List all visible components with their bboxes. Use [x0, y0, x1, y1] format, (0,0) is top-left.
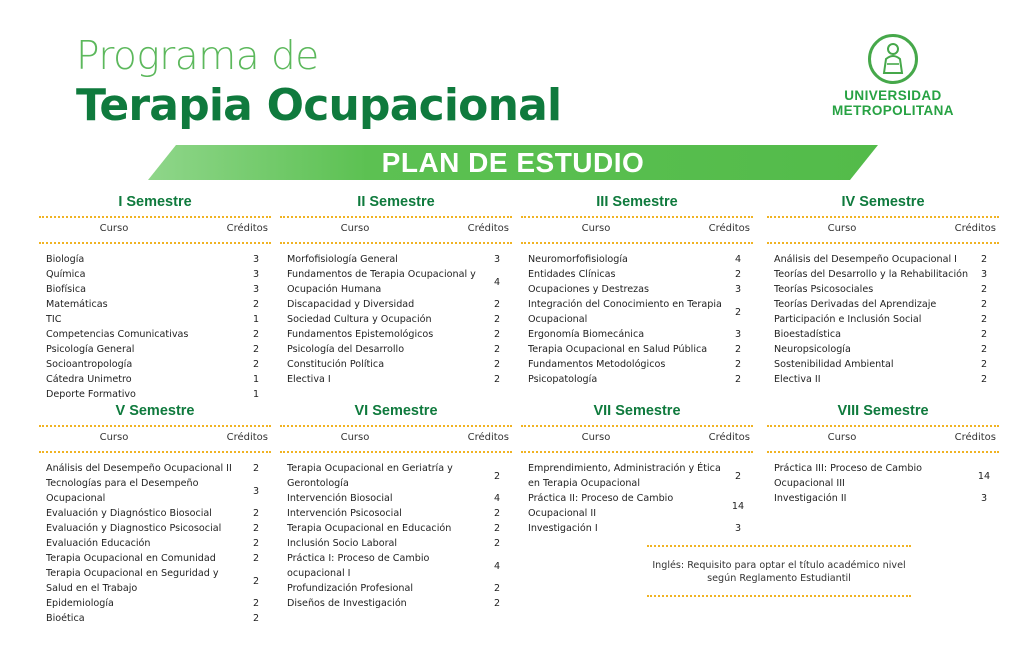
course-credits: 14 [977, 470, 991, 482]
course-credits: 2 [980, 344, 988, 355]
course-name: Electiva II [774, 374, 821, 385]
semester-title: V Semestre [115, 403, 195, 419]
course-credits: 3 [252, 485, 260, 497]
column-course: Curso [827, 223, 857, 234]
column-course: Curso [340, 432, 370, 443]
semester-3-table [521, 194, 753, 387]
table-row [280, 342, 512, 357]
table-header [280, 427, 512, 446]
course-name: Análisis del Desempeño Ocupacional I [774, 254, 957, 265]
column-course: Curso [827, 432, 857, 443]
course-name: Tecnologías para el Desempeño Ocupacional [46, 478, 199, 504]
course-name: Teorías Derivadas del Aprendizaje [774, 299, 937, 310]
course-credits: 2 [493, 329, 501, 340]
logo-line1: UNIVERSIDAD [844, 88, 942, 103]
course-name: Neuromorfofisiología [528, 254, 628, 265]
column-course: Curso [340, 223, 370, 234]
table-header [767, 218, 999, 237]
course-name: Neuropsicología [774, 344, 851, 355]
course-list [521, 453, 753, 536]
semester-title: VI Semestre [354, 403, 438, 419]
course-credits: 4 [493, 276, 501, 288]
course-name: Terapia Ocupacional en Comunidad [46, 553, 216, 564]
course-name: Evaluación y Diagnóstico Biosocial [46, 508, 212, 519]
table-header [521, 427, 753, 446]
table-row [521, 491, 753, 521]
course-credits: 2 [252, 523, 260, 534]
banner-title: PLAN DE ESTUDIO [381, 147, 645, 178]
table-row [39, 252, 271, 267]
table-row [39, 596, 271, 611]
semester-2-table [280, 194, 512, 387]
course-credits: 3 [980, 269, 988, 280]
note-line2: según Reglamento Estudiantil [707, 573, 851, 584]
course-name: Práctica III: Proceso de Cambio Ocupacional III [774, 463, 923, 489]
course-credits: 2 [252, 299, 260, 310]
course-name: Integración del Conocimiento en Terapia Ocupacional [528, 299, 722, 325]
column-course: Curso [99, 223, 129, 234]
course-name: Cátedra Unimetro [46, 374, 132, 385]
logo-line2: METROPOLITANA [832, 103, 954, 118]
course-credits: 2 [252, 613, 260, 624]
course-credits: 2 [734, 306, 742, 318]
semester-4-table [767, 194, 999, 387]
course-name: Inclusión Socio Laboral [287, 538, 398, 549]
course-name: Ocupaciones y Destrezas [528, 284, 650, 295]
course-credits: 1 [252, 389, 260, 400]
table-row [39, 282, 271, 297]
course-credits: 3 [252, 254, 260, 265]
course-credits: 2 [252, 575, 260, 587]
table-row [521, 342, 753, 357]
course-credits: 3 [980, 493, 988, 504]
table-row [521, 521, 753, 536]
table-row [39, 372, 271, 387]
course-credits: 2 [493, 583, 501, 594]
course-credits: 2 [493, 299, 501, 310]
course-credits: 2 [252, 598, 260, 609]
column-course: Curso [581, 432, 611, 443]
course-credits: 2 [252, 329, 260, 340]
column-credits: Créditos [708, 432, 750, 443]
table-row [767, 267, 999, 282]
table-row [280, 596, 512, 611]
column-credits: Créditos [226, 223, 268, 234]
course-name: Constitución Política [287, 359, 385, 370]
table-row [521, 297, 753, 327]
table-row [280, 551, 512, 581]
course-name: Terapia Ocupacional en Geriatría y Gerontología [287, 463, 453, 489]
course-credits: 2 [493, 470, 501, 482]
course-name: Deporte Formativo [46, 389, 136, 400]
course-credits: 2 [252, 344, 260, 355]
course-list [767, 453, 999, 506]
course-name: Terapia Ocupacional en Educación [287, 523, 452, 534]
course-credits: 2 [252, 463, 260, 474]
table-row [280, 357, 512, 372]
course-name: Participación e Inclusión Social [774, 314, 922, 325]
table-row [39, 536, 271, 551]
table-row [280, 461, 512, 491]
course-credits: 14 [731, 500, 745, 512]
course-credits: 2 [980, 284, 988, 295]
table-row [280, 506, 512, 521]
table-row [521, 327, 753, 342]
table-row [39, 551, 271, 566]
course-credits: 2 [493, 359, 501, 370]
course-credits: 3 [734, 329, 742, 340]
course-name: Terapia Ocupacional en Seguridad y Salud en el Trabajo [46, 568, 219, 594]
column-credits: Créditos [954, 432, 996, 443]
course-credits: 2 [980, 299, 988, 310]
course-name: Evaluación y Diagnostico Psicosocial [46, 523, 222, 534]
table-header [767, 427, 999, 446]
table-row [767, 342, 999, 357]
course-name: TIC [46, 314, 62, 325]
course-name: Electiva I [287, 374, 331, 385]
course-name: Sostenibilidad Ambiental [774, 359, 894, 370]
course-credits: 2 [734, 374, 742, 385]
course-name: Entidades Clínicas [528, 269, 616, 280]
course-credits: 2 [734, 344, 742, 355]
table-row [39, 611, 271, 626]
course-name: Fundamentos de Terapia Ocupacional y Ocupación Humana [287, 269, 476, 295]
semester-title: II Semestre [357, 194, 435, 210]
table-header [39, 427, 271, 446]
title-line1: Programa de [76, 34, 319, 79]
course-name: Emprendimiento, Administración y Ética en Terapia Ocupacional [528, 463, 721, 489]
course-name: Ergonomía Biomecánica [528, 329, 645, 340]
table-row [39, 297, 271, 312]
table-row [280, 581, 512, 596]
course-credits: 4 [493, 560, 501, 572]
semester-title: III Semestre [596, 194, 678, 210]
course-name: Fundamentos Epistemológicos [287, 329, 434, 340]
course-credits: 2 [493, 598, 501, 609]
page-title: Terapia Ocupacional [76, 80, 562, 131]
table-row [521, 372, 753, 387]
course-list [280, 453, 512, 611]
course-credits: 3 [734, 284, 742, 295]
table-row [280, 267, 512, 297]
course-credits: 2 [493, 344, 501, 355]
course-name: Fundamentos Metodológicos [528, 359, 666, 370]
course-credits: 2 [493, 523, 501, 534]
table-row [280, 312, 512, 327]
course-name: Bioética [46, 613, 85, 624]
course-name: Discapacidad y Diversidad [287, 299, 415, 310]
course-name: Psicopatología [528, 374, 598, 385]
table-row [280, 491, 512, 506]
course-name: Análisis del Desempeño Ocupacional II [46, 463, 232, 474]
table-row [39, 327, 271, 342]
table-row [767, 357, 999, 372]
column-course: Curso [99, 432, 129, 443]
course-credits: 2 [980, 374, 988, 385]
course-credits: 2 [734, 269, 742, 280]
course-name: Investigación I [528, 523, 598, 534]
course-name: Biofísica [46, 284, 86, 295]
university-emblem-icon [868, 34, 918, 84]
table-row [767, 297, 999, 312]
university-logo [826, 34, 960, 118]
table-row [767, 491, 999, 506]
semester-6-table [280, 403, 512, 611]
course-credits: 2 [980, 359, 988, 370]
table-row [280, 536, 512, 551]
column-credits: Créditos [467, 223, 509, 234]
course-list [521, 244, 753, 387]
table-row [767, 312, 999, 327]
table-row [767, 327, 999, 342]
course-name: Investigación II [774, 493, 847, 504]
column-credits: Créditos [954, 223, 996, 234]
course-list [280, 244, 512, 387]
table-row [767, 282, 999, 297]
column-credits: Créditos [226, 432, 268, 443]
course-name: Práctica II: Proceso de Cambio Ocupacional II [528, 493, 674, 519]
course-credits: 3 [734, 523, 742, 534]
course-name: Morfofisiología General [287, 254, 398, 265]
course-name: Competencias Comunicativas [46, 329, 189, 340]
course-credits: 1 [252, 314, 260, 325]
course-credits: 2 [493, 538, 501, 549]
table-row [39, 357, 271, 372]
semester-7-table [521, 403, 753, 536]
table-row [767, 252, 999, 267]
course-credits: 4 [493, 493, 501, 504]
course-name: Diseños de Investigación [287, 598, 407, 609]
course-credits: 2 [493, 374, 501, 385]
course-credits: 2 [252, 508, 260, 519]
semester-1-table [39, 194, 271, 402]
semester-8-table [767, 403, 999, 506]
semester-5-table [39, 403, 271, 626]
table-row [521, 357, 753, 372]
table-row [521, 267, 753, 282]
course-credits: 2 [493, 508, 501, 519]
course-name: Teorías del Desarrollo y la Rehabilitación [774, 269, 969, 280]
semester-title: IV Semestre [841, 194, 925, 210]
course-list [767, 244, 999, 387]
course-list [39, 453, 271, 626]
course-credits: 3 [493, 254, 501, 265]
course-name: Psicología del Desarrollo [287, 344, 405, 355]
course-credits: 4 [734, 254, 742, 265]
course-name: Epidemiología [46, 598, 114, 609]
table-row [280, 252, 512, 267]
course-credits: 2 [252, 553, 260, 564]
course-name: Biología [46, 254, 85, 265]
course-name: Práctica I: Proceso de Cambio ocupacional I [287, 553, 430, 579]
column-credits: Créditos [708, 223, 750, 234]
table-row [521, 282, 753, 297]
course-credits: 3 [252, 269, 260, 280]
table-row [280, 521, 512, 536]
course-credits: 2 [734, 470, 742, 482]
course-name: Química [46, 269, 86, 280]
course-credits: 2 [252, 359, 260, 370]
table-row [39, 566, 271, 596]
table-row [39, 387, 271, 402]
table-row [521, 252, 753, 267]
course-credits: 2 [980, 314, 988, 325]
table-row [39, 312, 271, 327]
course-name: Profundización Profesional [287, 583, 414, 594]
course-name: Sociedad Cultura y Ocupación [287, 314, 432, 325]
course-credits: 2 [493, 314, 501, 325]
table-row [767, 461, 999, 491]
table-header [521, 218, 753, 237]
semester-title: I Semestre [118, 194, 192, 210]
course-name: Intervención Biosocial [287, 493, 393, 504]
table-header [39, 218, 271, 237]
course-name: Terapia Ocupacional en Salud Pública [528, 344, 708, 355]
table-row [280, 327, 512, 342]
course-credits: 2 [980, 254, 988, 265]
note-line1: Inglés: Requisito para optar el título académico nivel [652, 560, 906, 571]
course-credits: 2 [980, 329, 988, 340]
table-header [280, 218, 512, 237]
table-row [521, 461, 753, 491]
table-row [280, 297, 512, 312]
course-name: Socioantropología [46, 359, 133, 370]
semester-title: VII Semestre [593, 403, 681, 419]
semester-title: VIII Semestre [837, 403, 929, 419]
course-name: Bioestadística [774, 329, 841, 340]
table-row [39, 267, 271, 282]
plan-banner [148, 145, 878, 180]
table-row [39, 342, 271, 357]
table-row [39, 461, 271, 476]
column-course: Curso [581, 223, 611, 234]
course-name: Intervención Psicosocial [287, 508, 402, 519]
course-name: Teorías Psicosociales [774, 284, 874, 295]
course-credits: 2 [734, 359, 742, 370]
course-name: Matemáticas [46, 299, 108, 310]
course-credits: 3 [252, 284, 260, 295]
course-list [39, 244, 271, 402]
course-credits: 2 [252, 538, 260, 549]
course-name: Evaluación Educación [46, 538, 151, 549]
table-row [39, 506, 271, 521]
table-row [39, 521, 271, 536]
english-requirement-note [647, 545, 911, 597]
table-row [767, 372, 999, 387]
table-row [280, 372, 512, 387]
course-credits: 1 [252, 374, 260, 385]
table-row [39, 476, 271, 506]
column-credits: Créditos [467, 432, 509, 443]
course-name: Psicología General [46, 344, 135, 355]
